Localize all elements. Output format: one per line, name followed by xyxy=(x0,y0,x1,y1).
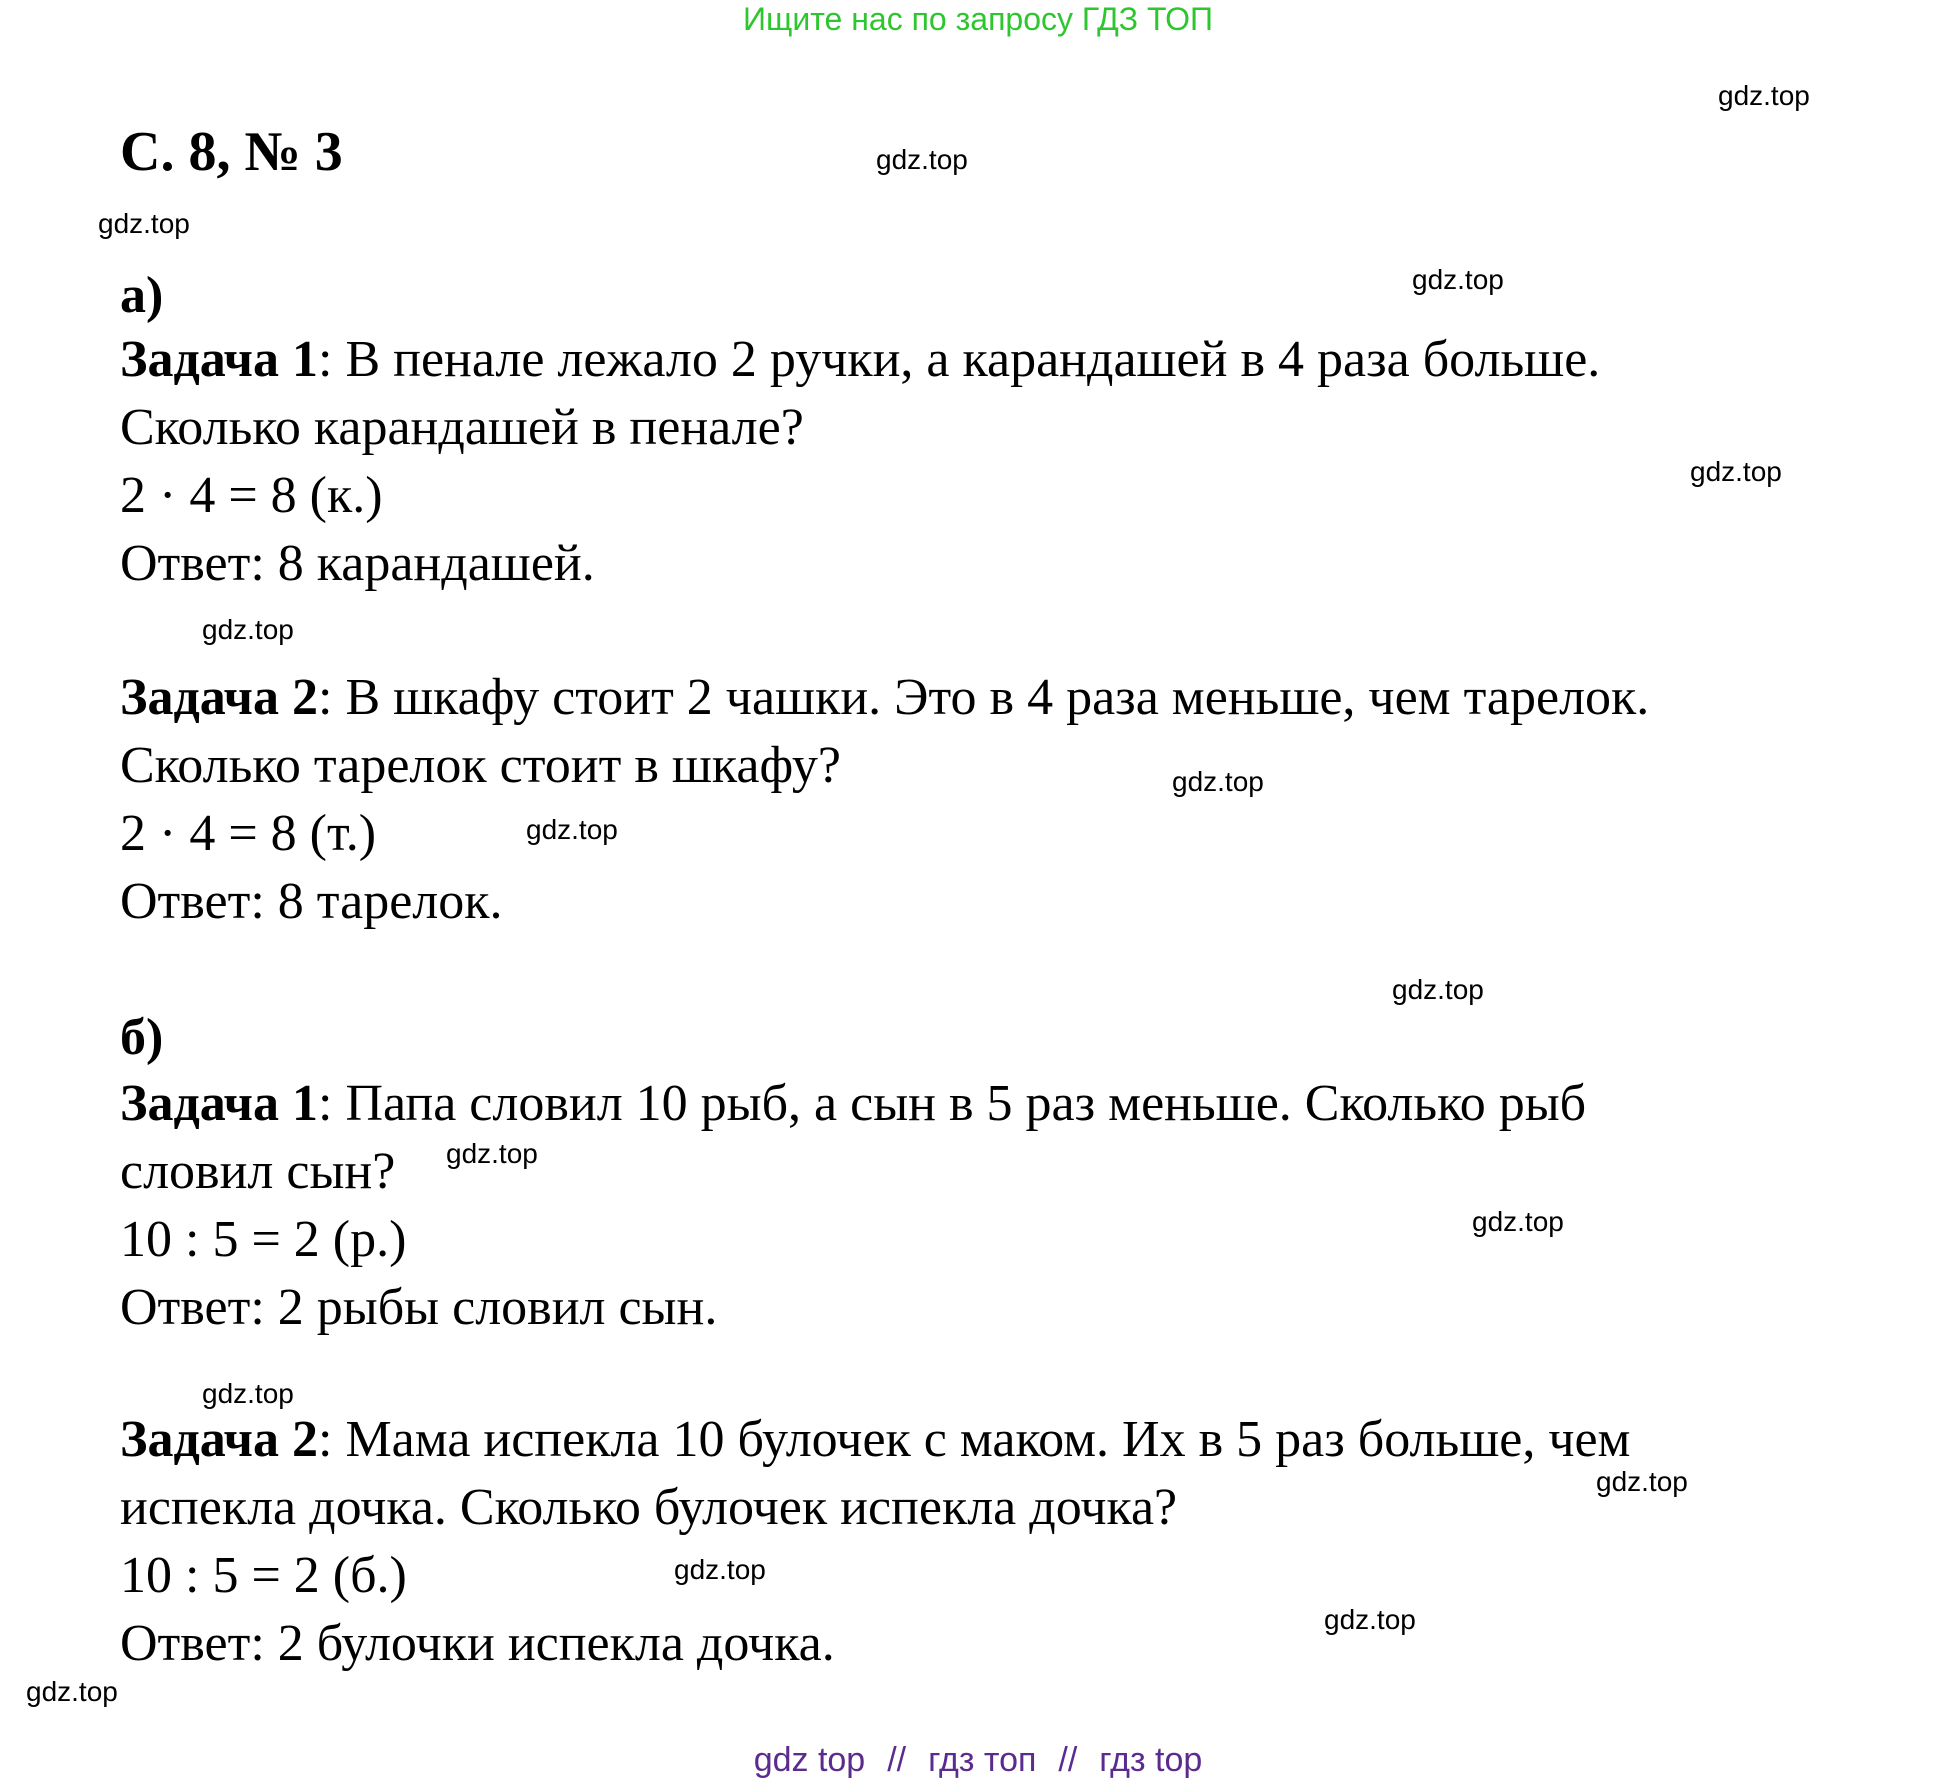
watermark: gdz.top xyxy=(1172,766,1264,797)
part-b-task2-answer: Ответ: 2 булочки испекла дочка. xyxy=(120,1615,835,1672)
part-b-task2-solution: 10 : 5 = 2 (б.) xyxy=(120,1547,407,1604)
page-title: С. 8, № 3 xyxy=(120,121,343,183)
part-a-task2-name: Задача 2 xyxy=(120,669,318,726)
search-banner: Ищите нас по запросу ГДЗ ТОП xyxy=(743,1,1213,37)
watermark: gdz.top xyxy=(876,144,968,175)
part-b-task2-text: : Мама испекла 10 булочек с маком. Их в 5 раз больше, чем xyxy=(318,1411,1631,1468)
watermark: gdz.top xyxy=(446,1138,538,1169)
footer-link-gdz-top[interactable]: gdz top xyxy=(753,1741,866,1779)
part-b-task1-text: : Папа словил 10 рыб, а сын в 5 раз меньше. Сколько рыб xyxy=(318,1075,1587,1132)
part-a-task1-answer: Ответ: 8 карандашей. xyxy=(120,535,595,592)
watermark: gdz.top xyxy=(674,1554,766,1585)
footer-separator: // xyxy=(887,1741,907,1779)
part-a-task2-text: : В шкафу стоит 2 чашки. Это в 4 раза меньше, чем тарелок. xyxy=(318,669,1650,726)
part-b-task2-name: Задача 2 xyxy=(120,1411,318,1468)
watermark: gdz.top xyxy=(202,614,294,645)
watermark: gdz.top xyxy=(1472,1206,1564,1237)
watermark: gdz.top xyxy=(98,208,190,239)
watermark: gdz.top xyxy=(26,1676,118,1707)
watermark: gdz.top xyxy=(526,814,618,845)
watermark: gdz.top xyxy=(202,1378,294,1409)
part-a-task1-name: Задача 1 xyxy=(120,331,318,388)
part-b-task1-line2: словил сын? xyxy=(120,1143,396,1200)
part-a-task2-solution: 2 · 4 = 8 (т.) xyxy=(120,805,377,862)
part-a-task1-line1 xyxy=(120,326,1600,394)
watermark: gdz.top xyxy=(1596,1466,1688,1497)
footer-link-gdz-top-mixed[interactable]: гдз top xyxy=(1099,1741,1203,1779)
part-b-task1-name: Задача 1 xyxy=(120,1075,318,1132)
part-a-task2-line1 xyxy=(120,664,1649,732)
watermark: gdz.top xyxy=(1324,1604,1416,1635)
part-b-task1-line1 xyxy=(120,1070,1586,1138)
watermark: gdz.top xyxy=(1412,264,1504,295)
watermark: gdz.top xyxy=(1392,974,1484,1005)
part-b-task1-solution: 10 : 5 = 2 (р.) xyxy=(120,1211,407,1268)
part-b-label: б) xyxy=(120,1009,164,1066)
watermark: gdz.top xyxy=(1690,456,1782,487)
footer-links xyxy=(0,1740,1956,1780)
part-b-task1-answer: Ответ: 2 рыбы словил сын. xyxy=(120,1279,718,1336)
footer-separator: // xyxy=(1058,1741,1078,1779)
part-a-task1-solution: 2 · 4 = 8 (к.) xyxy=(120,467,383,524)
part-b-task2-line2: испекла дочка. Сколько булочек испекла дочка? xyxy=(120,1479,1178,1536)
part-a-task1-text: : В пенале лежало 2 ручки, а карандашей в 4 раза больше. xyxy=(318,331,1601,388)
part-a-task2-answer: Ответ: 8 тарелок. xyxy=(120,873,503,930)
watermark: gdz.top xyxy=(1718,80,1810,111)
part-b-task2-line1 xyxy=(120,1406,1630,1474)
part-a-label: а) xyxy=(120,267,164,324)
part-a-task1-line2: Сколько карандашей в пенале? xyxy=(120,399,804,456)
footer-link-gdz-top-ru[interactable]: гдз топ xyxy=(928,1741,1037,1779)
part-a-task2-line2: Сколько тарелок стоит в шкафу? xyxy=(120,737,841,794)
